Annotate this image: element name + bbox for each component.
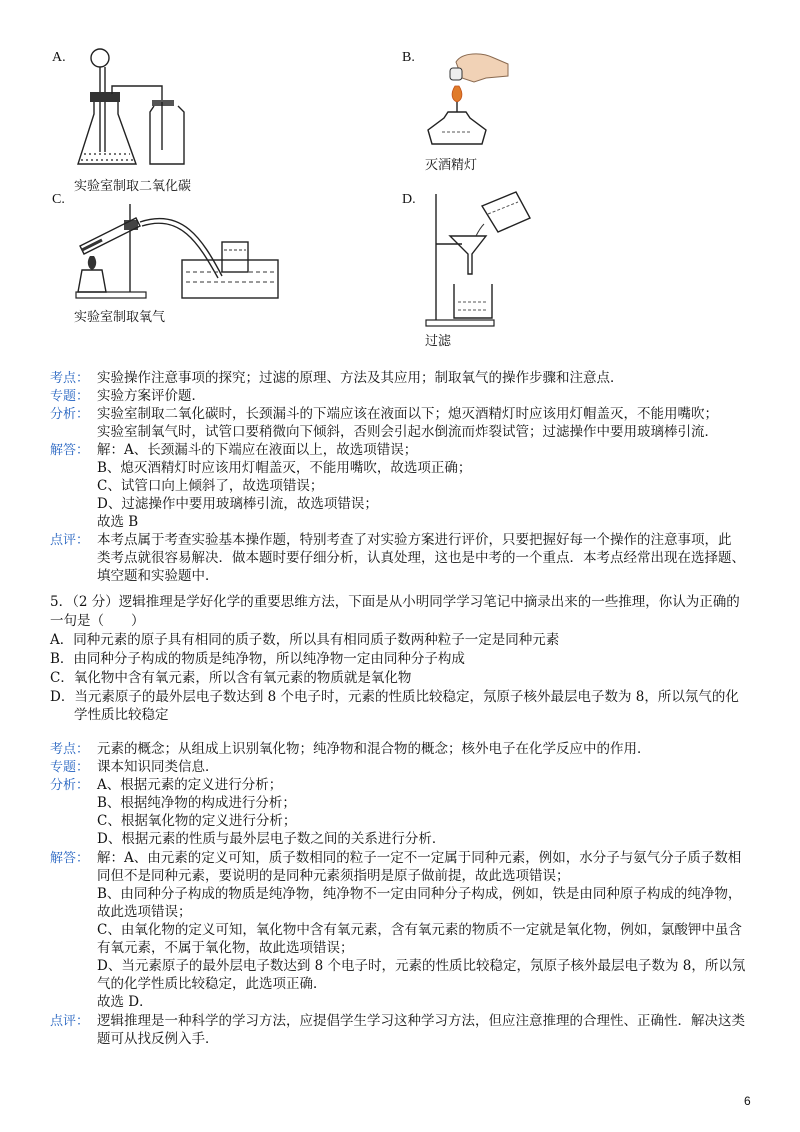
q4-jieda-tag: 解答：: [50, 443, 90, 458]
q4-kaodian-tag: 考点：: [50, 371, 90, 386]
q4-jieda-line: 故选 B: [97, 514, 139, 530]
q4-kaodian-text: 实验操作注意事项的探究；过滤的原理、方法及其应用；制取氧气的操作步骤和注意点．: [97, 370, 624, 386]
filtration-drawing: [422, 184, 542, 330]
q5-zhuanti-text: 课本知识同类信息．: [97, 759, 219, 775]
q4-fenxi-line: 实验室制取二氧化碳时，长颈漏斗的下端应该在液面以下；熄灭酒精灯时应该用灯帽盖灭，不能用嘴吹；: [97, 406, 718, 422]
q4-dianping-tag: 点评：: [50, 533, 90, 548]
q5-stem-line: 一句是（ ）: [50, 613, 145, 629]
q5-option-b: B．由同种分子构成的物质是纯净物，所以纯净物一定由同种分子构成: [50, 651, 465, 667]
co2-apparatus-drawing: [72, 42, 212, 176]
q5-jieda-line: 解：A、由元素的定义可知，质子数相同的粒子一定不一定属于同种元素，例如，水分子与氨气分子质子数相: [97, 850, 742, 866]
q4-fenxi-tag: 分析：: [50, 407, 90, 422]
figure-d-caption: 过滤: [425, 334, 452, 349]
figure-a-letter: A.: [52, 50, 66, 65]
q4-dianping-line: 填空题和实验题中．: [97, 568, 219, 584]
alcohol-lamp-drawing: [422, 48, 512, 148]
q5-jieda-line: 故选 D．: [97, 994, 153, 1010]
q4-dianping-line: 类考点就很容易解决．做本题时要仔细分析，认真处理，这也是中考的一个重点．本考点经常出现在选择题、: [97, 550, 745, 566]
q5-jieda-line: 故此选项错误；: [97, 904, 192, 920]
q5-option-c: C．氧化物中含有氧元素，所以含有氧元素的物质就是氧化物: [50, 670, 412, 686]
q5-dianping-line: 逻辑推理是一种科学的学习方法，应提倡学生学习这种学习方法，但应注意推理的合理性、正确性．解决这类: [97, 1013, 745, 1029]
figure-c-letter: C.: [52, 192, 65, 207]
q4-jieda-line: B、熄灭酒精灯时应该用灯帽盖灭，不能用嘴吹，故选项正确；: [97, 460, 472, 476]
q5-fenxi-tag: 分析：: [50, 778, 90, 793]
q4-fenxi-line: 实验室制氧气时，试管口要稍微向下倾斜，否则会引起水倒流而炸裂试管；过滤操作中要用玻璃棒引流．: [97, 424, 718, 440]
q5-jieda-tag: 解答：: [50, 851, 90, 866]
q5-kaodian-tag: 考点：: [50, 742, 90, 757]
q5-fenxi-line: C、根据氧化物的定义进行分析；: [97, 813, 297, 829]
q5-jieda-line: B、由同种分子构成的物质是纯净物，纯净物不一定由同种分子构成，例如，铁是由同种原子构成的纯净物，: [97, 886, 742, 902]
q5-jieda-line: D、当元素原子的最外层电子数达到 8 个电子时，元素的性质比较稳定，氖原子核外最层电子数为 8，所以氖: [97, 958, 746, 974]
q5-option-d-cont: 学性质比较稳定: [74, 707, 169, 723]
q5-zhuanti-tag: 专题：: [50, 760, 90, 775]
q4-zhuanti-tag: 专题：: [50, 389, 90, 404]
q5-option-a: A．同种元素的原子具有相同的质子数，所以具有相同质子数两种粒子一定是同种元素: [50, 632, 560, 648]
q5-jieda-line: C、由氧化物的定义可知，氧化物中含有氧元素，含有氧元素的物质不一定就是氧化物，例如，氯酸钾中虽含: [97, 922, 742, 938]
q4-jieda-line: 解：A、长颈漏斗的下端应在液面以上，故选项错误；: [97, 442, 418, 458]
q5-jieda-line: 有氧元素，不属于氧化物，故此选项错误；: [97, 940, 354, 956]
figure-d-letter: D.: [402, 192, 416, 207]
q4-jieda-line: D、过滤操作中要用玻璃棒引流，故选项错误；: [97, 496, 378, 512]
q5-kaodian-text: 元素的概念；从组成上识别氧化物；纯净物和混合物的概念；核外电子在化学反应中的作用．: [97, 741, 651, 757]
page-number: 6: [744, 1094, 751, 1108]
q5-option-d: D．当元素原子的最外层电子数达到 8 个电子时，元素的性质比较稳定，氖原子核外最层电子数为 8，所以氖气的化: [50, 689, 739, 705]
figure-c-caption: 实验室制取氧气: [74, 310, 166, 325]
q5-dianping-line: 题可从找反例入手．: [97, 1031, 219, 1047]
figure-b-caption: 灭酒精灯: [425, 158, 478, 173]
q5-jieda-line: 同但不是同种元素，要说明的是同种元素须指明是原子做前提，故此选项错误；: [97, 868, 570, 884]
oxygen-apparatus-drawing: [72, 198, 282, 302]
q5-jieda-line: 气的化学性质比较稳定，此选项正确．: [97, 976, 327, 992]
q4-zhuanti-text: 实验方案评价题．: [97, 388, 205, 404]
q5-fenxi-line: D、根据元素的性质与最外层电子数之间的关系进行分析．: [97, 831, 446, 847]
q5-fenxi-line: B、根据纯净物的构成进行分析；: [97, 795, 296, 811]
q5-fenxi-line: A、根据元素的定义进行分析；: [97, 777, 283, 793]
figure-b-letter: B.: [402, 50, 415, 65]
q5-stem-line: 5．（2 分）逻辑推理是学好化学的重要思维方法，下面是从小明同学学习笔记中摘录出来的一些推理，你认为正确的: [50, 594, 740, 610]
q4-jieda-line: C、试管口向上倾斜了，故选项错误；: [97, 478, 324, 494]
q5-dianping-tag: 点评：: [50, 1014, 90, 1029]
figure-a-caption: 实验室制取二氧化碳: [74, 179, 192, 194]
q4-dianping-line: 本考点属于考查实验基本操作题，特别考查了对实验方案进行评价，只要把握好每一个操作的注意事项，此: [97, 532, 732, 548]
